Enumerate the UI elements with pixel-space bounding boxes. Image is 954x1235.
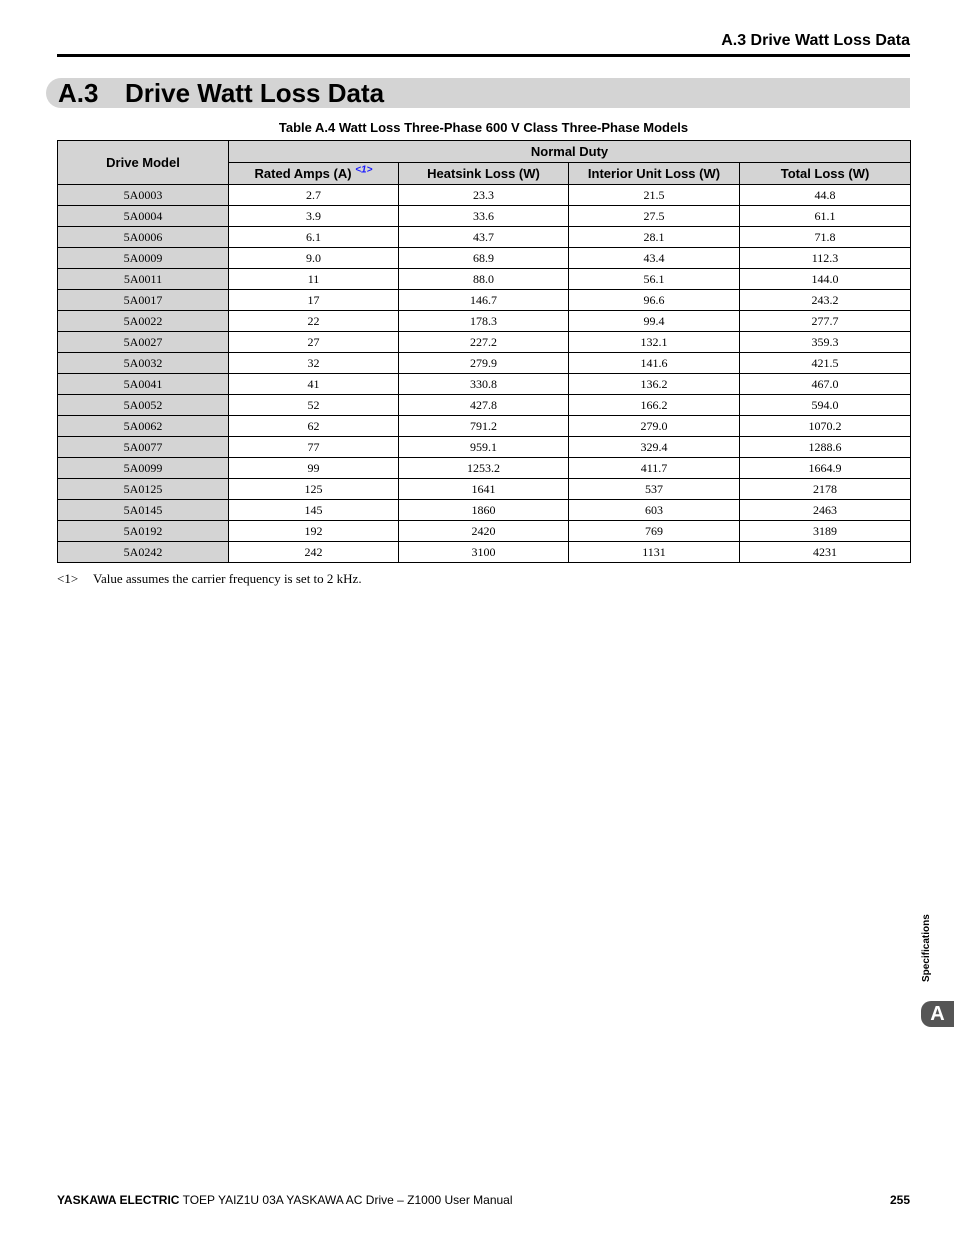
table-cell: 2.7 [229,185,399,206]
table-cell: 22 [229,311,399,332]
table-cell: 2463 [740,500,911,521]
table-cell: 227.2 [399,332,569,353]
table-row [58,311,911,332]
drive-model-cell: 5A0017 [58,290,229,311]
column-header-label: Total Loss (W) [780,166,870,181]
drive-model-cell: 5A0125 [58,479,229,500]
table-cell: 41 [229,374,399,395]
table-cell: 136.2 [569,374,740,395]
table-cell: 96.6 [569,290,740,311]
table-cell: 421.5 [740,353,911,374]
table-cell: 144.0 [740,269,911,290]
table-cell: 178.3 [399,311,569,332]
table-row [58,248,911,269]
table-row [58,227,911,248]
table-cell: 44.8 [740,185,911,206]
drive-model-cell: 5A0006 [58,227,229,248]
table-cell: 1070.2 [740,416,911,437]
table-cell: 43.4 [569,248,740,269]
drive-model-cell: 5A0062 [58,416,229,437]
table-cell: 62 [229,416,399,437]
header-rule [57,54,910,57]
table-caption: Table A.4 Watt Loss Three-Phase 600 V Class Three-Phase Models [278,120,689,135]
table-cell: 537 [569,479,740,500]
table-cell: 1131 [569,542,740,563]
table-cell: 1288.6 [740,437,911,458]
footnote-mark: <1> [57,571,79,586]
column-header [229,163,399,185]
table-row [58,521,911,542]
table-cell: 277.7 [740,311,911,332]
table-cell: 1664.9 [740,458,911,479]
column-header [399,163,569,185]
table-cell: 61.1 [740,206,911,227]
side-tab-letter[interactable]: A [921,1001,954,1027]
table-cell: 32 [229,353,399,374]
drive-model-cell: 5A0192 [58,521,229,542]
table-cell: 359.3 [740,332,911,353]
table-cell: 467.0 [740,374,911,395]
footer-brand: YASKAWA ELECTRIC [57,1193,180,1207]
table-cell: 1641 [399,479,569,500]
drive-model-cell: 5A0009 [58,248,229,269]
table-cell: 791.2 [399,416,569,437]
section-number: A.3 [58,78,99,108]
table-row [58,500,911,521]
table-cell: 2178 [740,479,911,500]
column-header [569,163,740,185]
table-cell: 33.6 [399,206,569,227]
column-header-label: Heatsink Loss (W) [427,166,540,181]
table-row [58,479,911,500]
drive-model-cell: 5A0242 [58,542,229,563]
side-tab-label: Specifications [921,914,932,982]
table-row [58,374,911,395]
table-cell: 427.8 [399,395,569,416]
footer-doc-title: TOEP YAIZ1U 03A YASKAWA AC Drive – Z1000 User Manual [182,1193,513,1207]
running-header: A.3 Drive Watt Loss Data [721,32,910,49]
watt-loss-table [57,140,911,563]
drive-model-cell: 5A0022 [58,311,229,332]
table-cell: 411.7 [569,458,740,479]
table-cell: 145 [229,500,399,521]
table-cell: 43.7 [399,227,569,248]
table-cell: 21.5 [569,185,740,206]
table-cell: 603 [569,500,740,521]
table-cell: 27 [229,332,399,353]
table-cell: 166.2 [569,395,740,416]
table-cell: 68.9 [399,248,569,269]
page-footer [57,1193,910,1207]
table-row [58,290,911,311]
table-cell: 27.5 [569,206,740,227]
table-cell: 329.4 [569,437,740,458]
table-row [58,395,911,416]
table-cell: 132.1 [569,332,740,353]
footnote [57,571,362,587]
table-row [58,542,911,563]
table-cell: 330.8 [399,374,569,395]
table-cell: 112.3 [740,248,911,269]
section-title [58,77,384,109]
table-cell: 3.9 [229,206,399,227]
table-cell: 959.1 [399,437,569,458]
table-cell: 3100 [399,542,569,563]
drive-model-cell: 5A0077 [58,437,229,458]
drive-model-cell: 5A0004 [58,206,229,227]
table-cell: 88.0 [399,269,569,290]
table-cell: 4231 [740,542,911,563]
column-header-label: Rated Amps (A) [254,166,352,181]
table-cell: 23.3 [399,185,569,206]
table-cell: 52 [229,395,399,416]
header-drive-model: Drive Model [58,141,229,185]
table-cell: 17 [229,290,399,311]
header-normal-duty: Normal Duty [229,141,911,163]
column-header [740,163,911,185]
table-cell: 28.1 [569,227,740,248]
table-row [58,185,911,206]
table-cell: 146.7 [399,290,569,311]
table-cell: 769 [569,521,740,542]
drive-model-cell: 5A0041 [58,374,229,395]
page-number: 255 [889,1193,910,1207]
table-cell: 6.1 [229,227,399,248]
footnote-text: Value assumes the carrier frequency is set to 2 kHz. [93,571,362,586]
table-cell: 279.9 [399,353,569,374]
section-title-text: Drive Watt Loss Data [125,78,385,108]
table-cell: 594.0 [740,395,911,416]
footnote-ref-link[interactable]: <1> [355,164,373,176]
table-cell: 11 [229,269,399,290]
table-cell: 71.8 [740,227,911,248]
table-cell: 279.0 [569,416,740,437]
table-cell: 99.4 [569,311,740,332]
table-row [58,416,911,437]
table-cell: 56.1 [569,269,740,290]
table-cell: 1253.2 [399,458,569,479]
table-row [58,437,911,458]
table-cell: 243.2 [740,290,911,311]
table-cell: 3189 [740,521,911,542]
table-cell: 242 [229,542,399,563]
drive-model-cell: 5A0032 [58,353,229,374]
table-cell: 125 [229,479,399,500]
table-cell: 192 [229,521,399,542]
table-cell: 99 [229,458,399,479]
table-row [58,353,911,374]
table-row [58,206,911,227]
table-cell: 9.0 [229,248,399,269]
table-row [58,269,911,290]
column-header-label: Interior Unit Loss (W) [587,166,721,181]
table-cell: 77 [229,437,399,458]
table-cell: 2420 [399,521,569,542]
drive-model-cell: 5A0099 [58,458,229,479]
table-row [58,332,911,353]
drive-model-cell: 5A0052 [58,395,229,416]
drive-model-cell: 5A0011 [58,269,229,290]
drive-model-cell: 5A0145 [58,500,229,521]
table-cell: 141.6 [569,353,740,374]
drive-model-cell: 5A0027 [58,332,229,353]
drive-model-cell: 5A0003 [58,185,229,206]
table-cell: 1860 [399,500,569,521]
table-row [58,458,911,479]
